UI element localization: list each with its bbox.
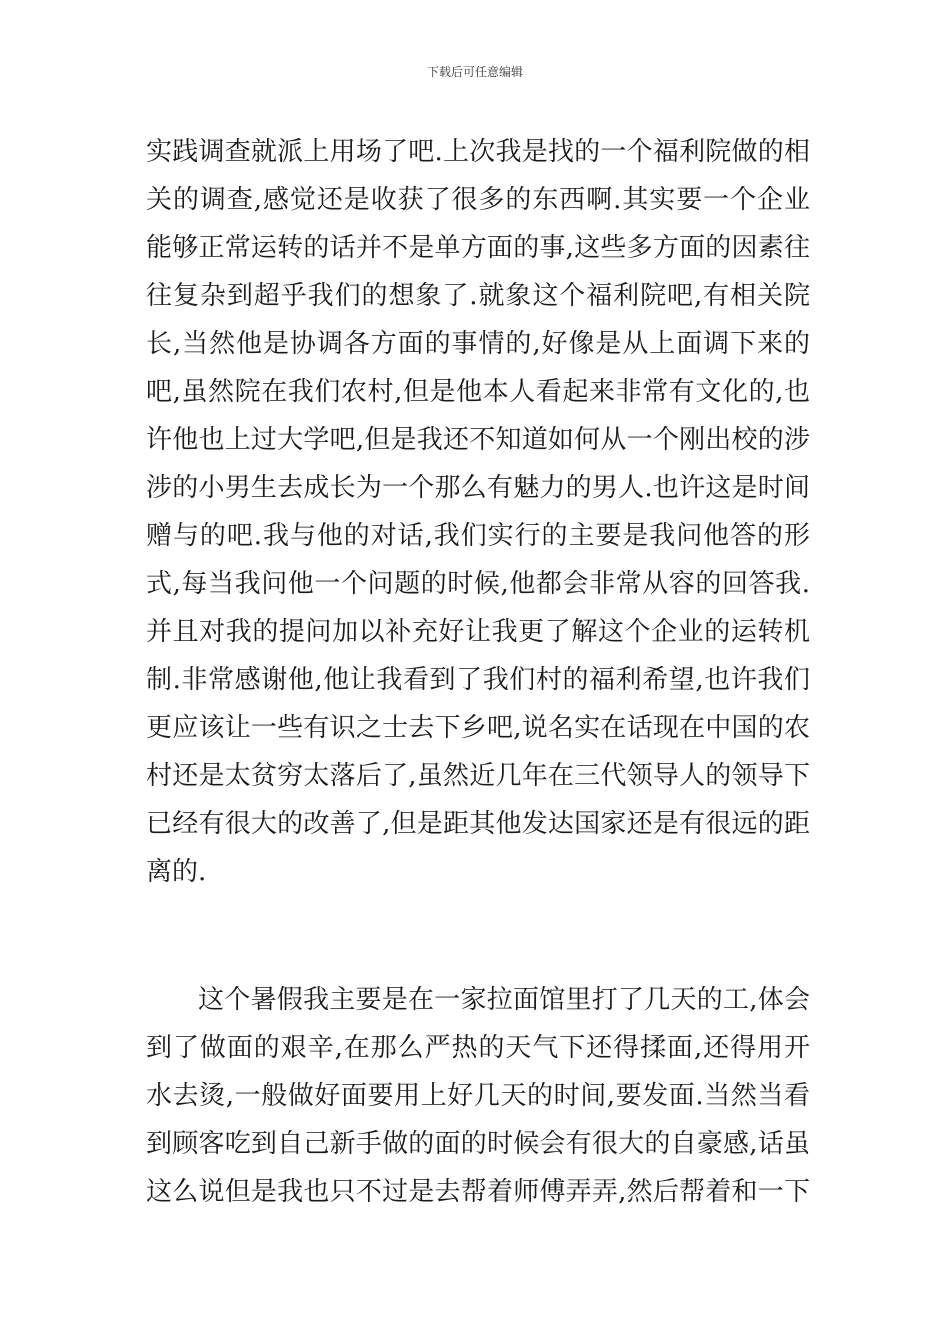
text-line: 往复杂到超乎我们的想象了.就象这个福利院吧,有相关院 [146,281,810,311]
text-line: 能够正常运转的话并不是单方面的事,这些多方面的因素往 [146,233,810,263]
page-header-note: 下载后可任意编辑 [426,65,523,79]
text-line: 更应该让一些有识之士去下乡吧,说名实在话现在中国的农 [146,713,810,743]
text-line: 长,当然他是协调各方面的事情的,好像是从上面调下来的 [146,329,810,359]
text-line: 到顾客吃到自己新手做的面的时候会有很大的自豪感,话虽 [146,1129,810,1159]
text-line: 这么说但是我也只不过是去帮着师傅弄弄,然后帮着和一下 [146,1177,810,1207]
text-line: 村还是太贫穷太落后了,虽然近几年在三代领导人的领导下 [146,761,810,791]
text-line: 已经有很大的改善了,但是距其他发达国家还是有很远的距 [146,809,810,839]
text-line: 赠与的吧.我与他的对话,我们实行的主要是我问他答的形 [146,521,810,551]
text-line: 水去烫,一般做好面要用上好几天的时间,要发面.当然当看 [146,1081,810,1111]
paragraph-1 [146,128,810,896]
text-line: 离的. [146,857,207,887]
text-line: 到了做面的艰辛,在那么严热的天气下还得揉面,还得用开 [146,1033,810,1063]
text-line: 许他也上过大学吧,但是我还不知道如何从一个刚出校的涉 [146,425,810,455]
text-line: 吧,虽然院在我们农村,但是他本人看起来非常有文化的,也 [146,377,810,407]
paragraph-2 [146,976,810,1216]
text-line: 实践调查就派上用场了吧.上次我是找的一个福利院做的相 [146,137,810,167]
text-line: 式,每当我问他一个问题的时候,他都会非常从容的回答我. [146,569,810,599]
text-line: 并且对我的提问加以补充好让我更了解这个企业的运转机 [146,617,810,647]
text-line: 制.非常感谢他,他让我看到了我们村的福利希望,也许我们 [146,665,810,695]
text-line: 涉的小男生去成长为一个那么有魅力的男人.也许这是时间 [146,473,810,503]
text-line: 这个暑假我主要是在一家拉面馆里打了几天的工,体会 [198,985,810,1015]
text-line: 关的调查,感觉还是收获了很多的东西啊.其实要一个企业 [146,185,810,215]
